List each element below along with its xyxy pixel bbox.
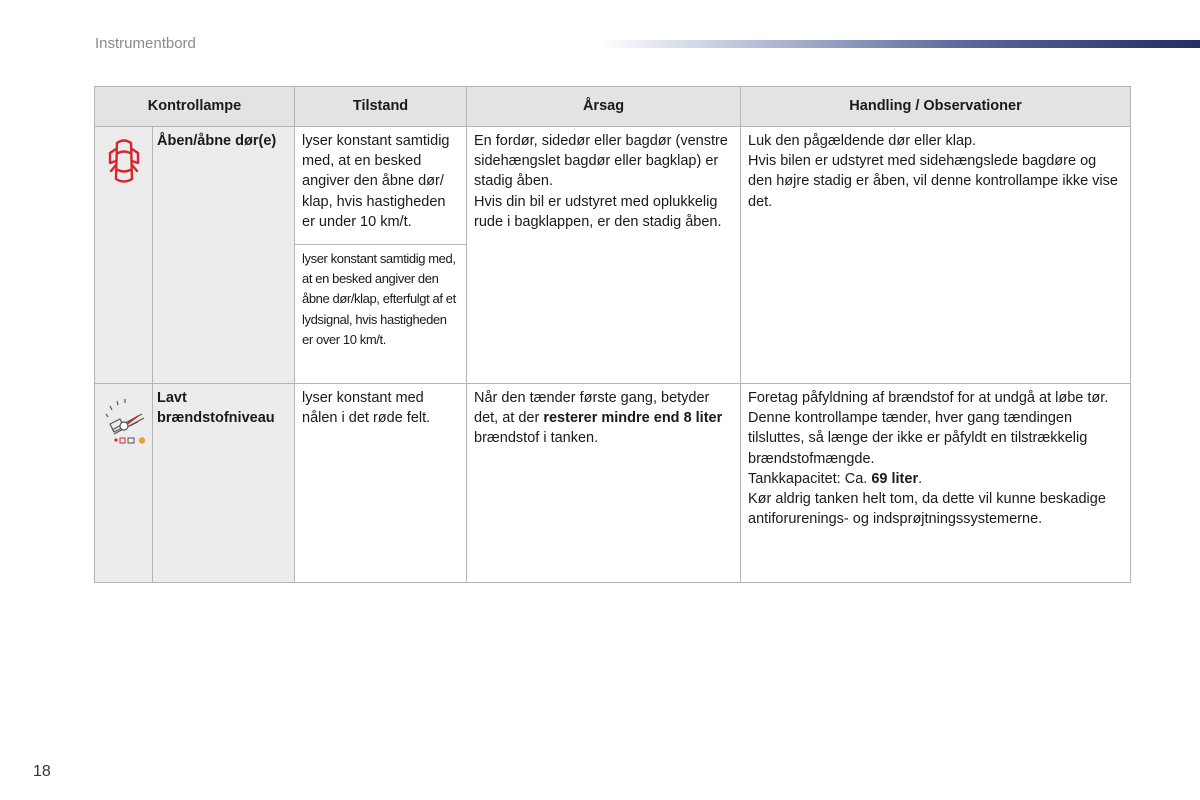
column-header: Årsag xyxy=(467,87,741,127)
cause-text: Når den tænder første gang, betyder det, at der xyxy=(474,390,710,427)
header-accent-bar xyxy=(600,40,1200,48)
table-header-row xyxy=(95,87,1131,127)
icon-cell xyxy=(95,127,153,384)
column-header: Kontrollampe xyxy=(95,87,295,127)
cause-text: brændstof i tanken. xyxy=(474,430,599,447)
action-highlight: 69 liter xyxy=(871,470,919,487)
action-cell xyxy=(741,384,1131,583)
warning-lamp-table xyxy=(94,86,1131,583)
open-door-icon xyxy=(106,135,142,193)
icon-cell xyxy=(95,384,153,583)
column-header: Handling / Observationer xyxy=(741,87,1131,127)
fuel-gauge-icon xyxy=(98,392,150,460)
page-number: 18 xyxy=(33,763,51,780)
lamp-name: Lavt brændstofniveau xyxy=(153,384,295,583)
action-text: Foretag påfyldning af brændstof for at undgå at løbe tør. Denne kontrollampe tænder, hver gang tændingen tilsluttes, så længe der ikke er påfyldt en tilstrækkelig brændstofmængde. Tankkapacitet: Ca. xyxy=(748,390,1109,487)
state-cell: lyser konstant med nålen i det røde felt. xyxy=(295,384,467,583)
lamp-name: Åben/åbne dør(e) xyxy=(153,127,295,384)
state-cell: lyser konstant samtidig med, at en besked angiver den åbne dør/ klap, hvis hastigheden er under 10 km/t. xyxy=(295,127,467,245)
action-text: . Kør aldrig tanken helt tom, da dette vil kunne beskadige antiforurenings- og indsprøjtningssystemerne. xyxy=(748,470,1106,528)
table-row xyxy=(95,384,1131,583)
section-title: Instrumentbord xyxy=(95,35,196,52)
state-cell: lyser konstant samtidig med, at en besked angiver den åbne dør/klap, efterfulgt af et lydsignal, hvis hastigheden er over 10 km/t. xyxy=(295,245,467,384)
cause-cell xyxy=(467,384,741,583)
action-cell: Luk den pågældende dør eller klap. Hvis bilen er udstyret med sidehængslede bagdøre og den højre stadig er åben, vil denne kontrollampe ikke vise det. xyxy=(741,127,1131,384)
cause-cell: En fordør, sidedør eller bagdør (venstre sidehængslet bagdør eller bagklap) er stadig åben. Hvis din bil er udstyret med oplukkelig rude i bagklappen, er den stadig åben. xyxy=(467,127,741,384)
column-header: Tilstand xyxy=(295,87,467,127)
cause-highlight: resterer mindre end 8 liter xyxy=(543,410,723,427)
table-row xyxy=(95,127,1131,245)
